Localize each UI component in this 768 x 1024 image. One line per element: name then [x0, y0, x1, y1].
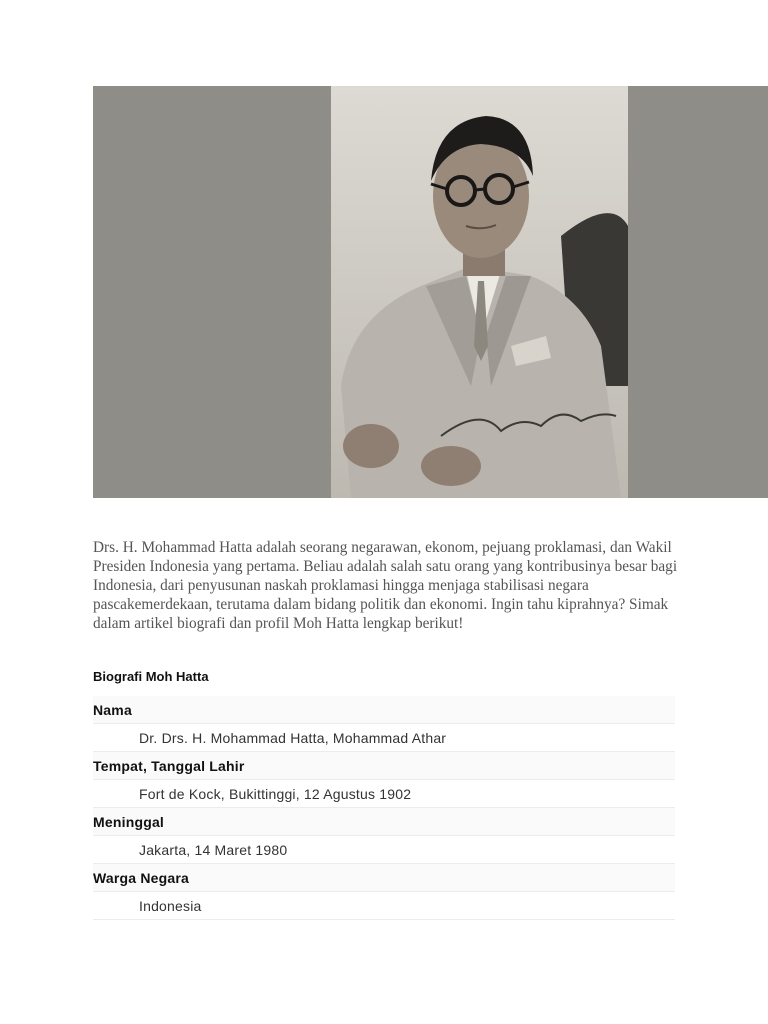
portrait-photo [331, 86, 628, 498]
bio-value-death: Jakarta, 14 Maret 1980 [93, 836, 675, 864]
bio-label-citizenship: Warga Negara [93, 864, 675, 892]
hero-image-panel [93, 86, 768, 498]
bio-value-birth: Fort de Kock, Bukittinggi, 12 Agustus 1902 [93, 780, 675, 808]
bio-label-birth: Tempat, Tanggal Lahir [93, 752, 675, 780]
intro-paragraph: Drs. H. Mohammad Hatta adalah seorang negarawan, ekonom, pejuang proklamasi, dan Wakil Presiden Indonesia yang pertama. Beliau adalah salah satu orang yang kontribusinya besar bagi Indonesia, dari penyusunan naskah proklamasi hingga menjaga stabilisasi negara pascakemerdekaan, terutama dalam bidang politik dan ekonomi. Ingin tahu kiprahnya? Simak dalam artikel biografi dan profil Moh Hatta lengkap berikut! [93, 539, 678, 632]
bio-label-name: Nama [93, 696, 675, 724]
bio-label-death: Meninggal [93, 808, 675, 836]
bio-value-name: Dr. Drs. H. Mohammad Hatta, Mohammad Athar [93, 724, 675, 752]
bio-table [93, 696, 675, 920]
bio-heading: Biografi Moh Hatta [93, 669, 209, 684]
bio-value-citizenship: Indonesia [93, 892, 675, 920]
